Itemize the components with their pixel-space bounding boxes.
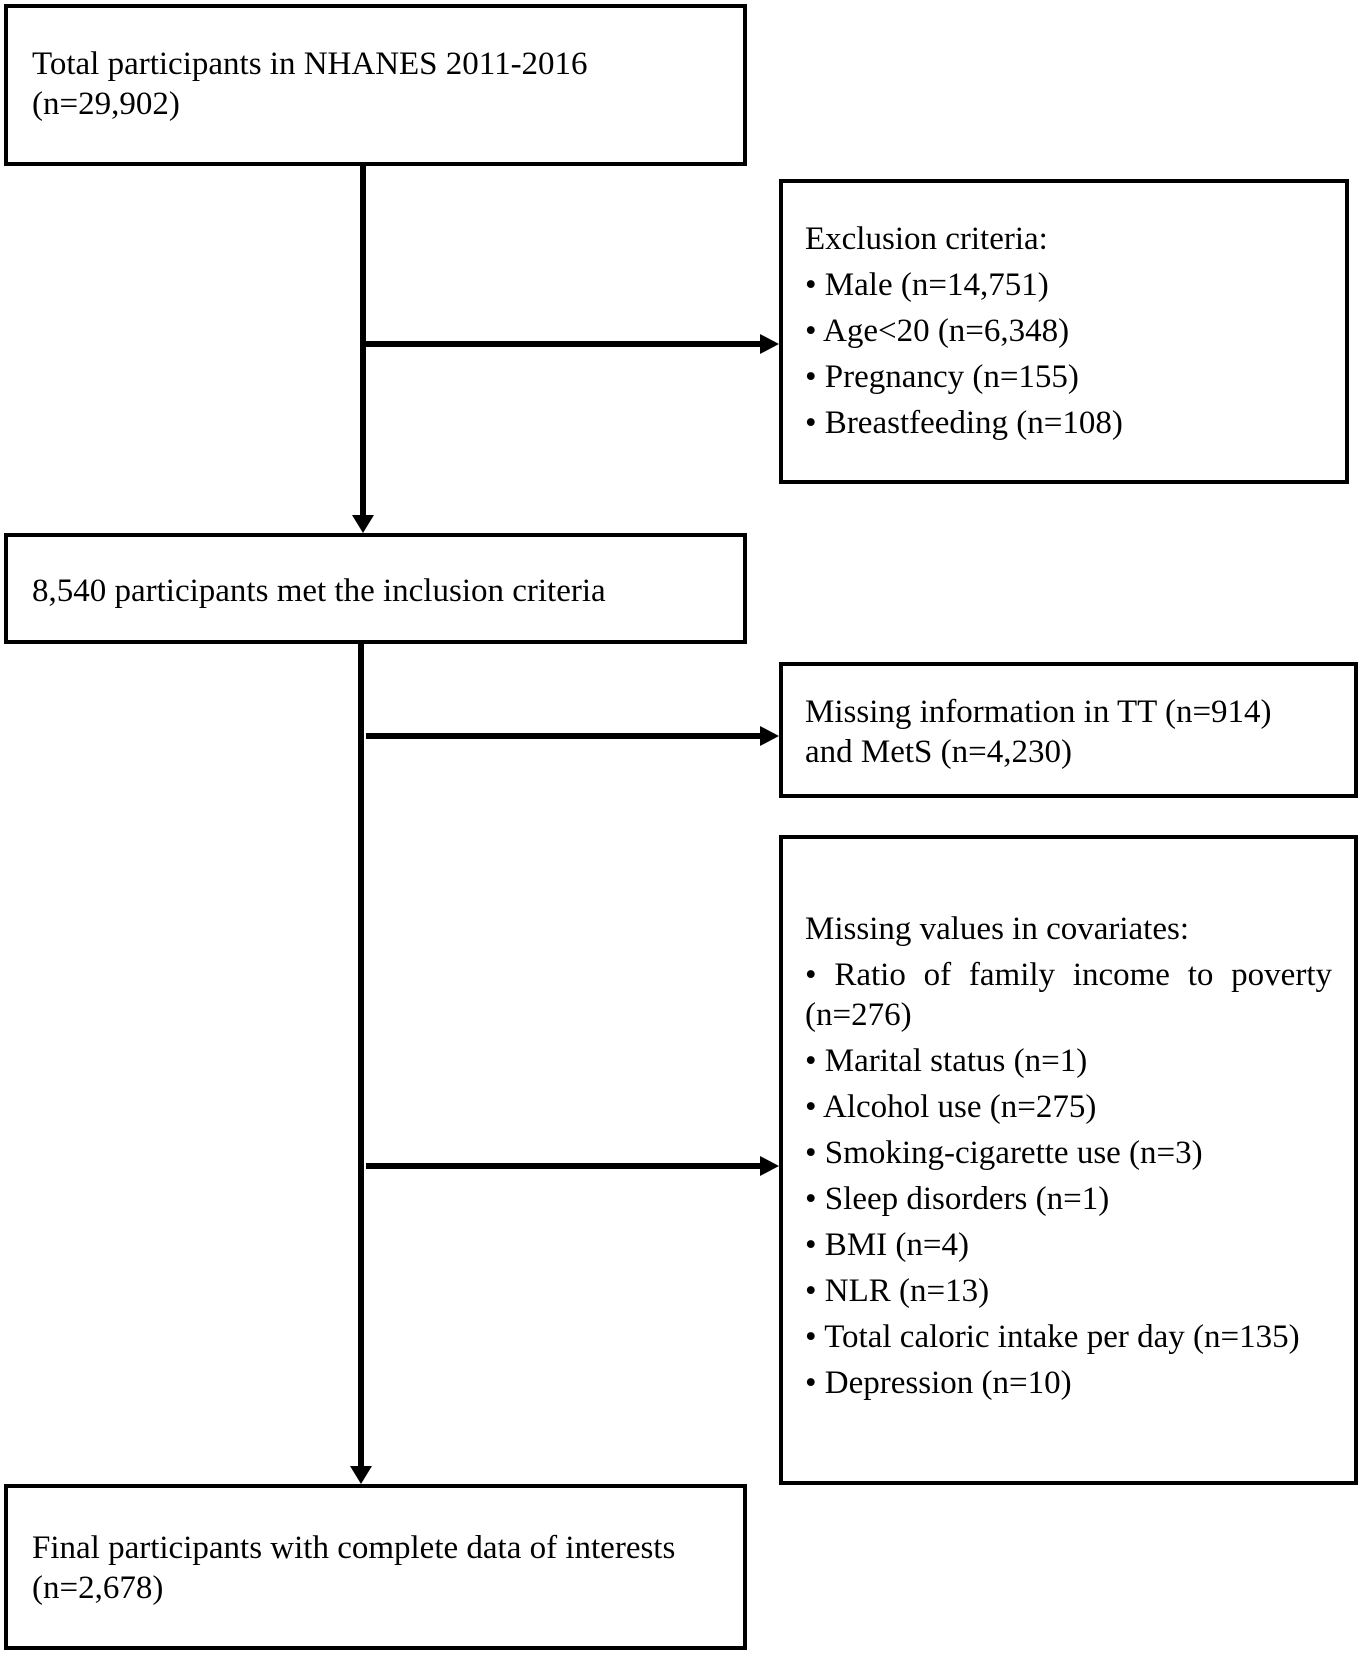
missing-tt-line: Missing information in TT (n=914): [805, 694, 1272, 730]
covariate-item-smoking: • Smoking-cigarette use (n=3): [805, 1135, 1203, 1171]
final-participants-line: Final participants with complete data of interests: [32, 1530, 676, 1566]
covariate-item-marital-status: • Marital status (n=1): [805, 1043, 1088, 1079]
exclusion-criteria-box: [779, 179, 1349, 484]
covariate-item-alcohol-use: • Alcohol use (n=275): [805, 1089, 1097, 1125]
total-participants-line: Total participants in NHANES 2011-2016: [32, 46, 588, 82]
exclusion-item-age: • Age<20 (n=6,348): [805, 313, 1070, 349]
covariate-item-caloric-intake: • Total caloric intake per day (n=135): [805, 1319, 1300, 1355]
arrowhead-down-final: [350, 1466, 372, 1484]
total-participants-box: [4, 4, 747, 166]
final-participants-box: [4, 1484, 747, 1650]
arrowhead-right-missing-covariates: [760, 1156, 779, 1176]
exclusion-item-pregnancy: • Pregnancy (n=155): [805, 359, 1079, 395]
covariate-item-depression: • Depression (n=10): [805, 1365, 1072, 1401]
missing-covariates-box: [779, 835, 1358, 1485]
covariate-item-sleep-disorders: • Sleep disorders (n=1): [805, 1181, 1110, 1217]
covariate-item-income-ratio: • Ratio of family income to poverty (n=276): [805, 957, 1332, 1033]
exclusion-criteria-title: Exclusion criteria:: [805, 221, 1048, 257]
arrowhead-right-missing-tt: [760, 726, 779, 746]
missing-covariates-title: Missing values in covariates:: [805, 911, 1190, 947]
covariate-item-bmi: • BMI (n=4): [805, 1227, 969, 1263]
inclusion-box: [4, 533, 747, 644]
exclusion-item-breastfeeding: • Breastfeeding (n=108): [805, 405, 1123, 441]
exclusion-item-male: • Male (n=14,751): [805, 267, 1049, 303]
missing-tt-mets-box: [779, 662, 1358, 798]
arrowhead-right-exclusion: [760, 334, 779, 354]
final-participants-count: (n=2,678): [32, 1570, 164, 1606]
total-participants-count: (n=29,902): [32, 86, 180, 122]
covariate-item-nlr: • NLR (n=13): [805, 1273, 990, 1309]
inclusion-text: 8,540 participants met the inclusion criteria: [32, 573, 606, 609]
missing-mets-line: and MetS (n=4,230): [805, 734, 1072, 770]
arrowhead-down-inclusion: [352, 515, 374, 533]
